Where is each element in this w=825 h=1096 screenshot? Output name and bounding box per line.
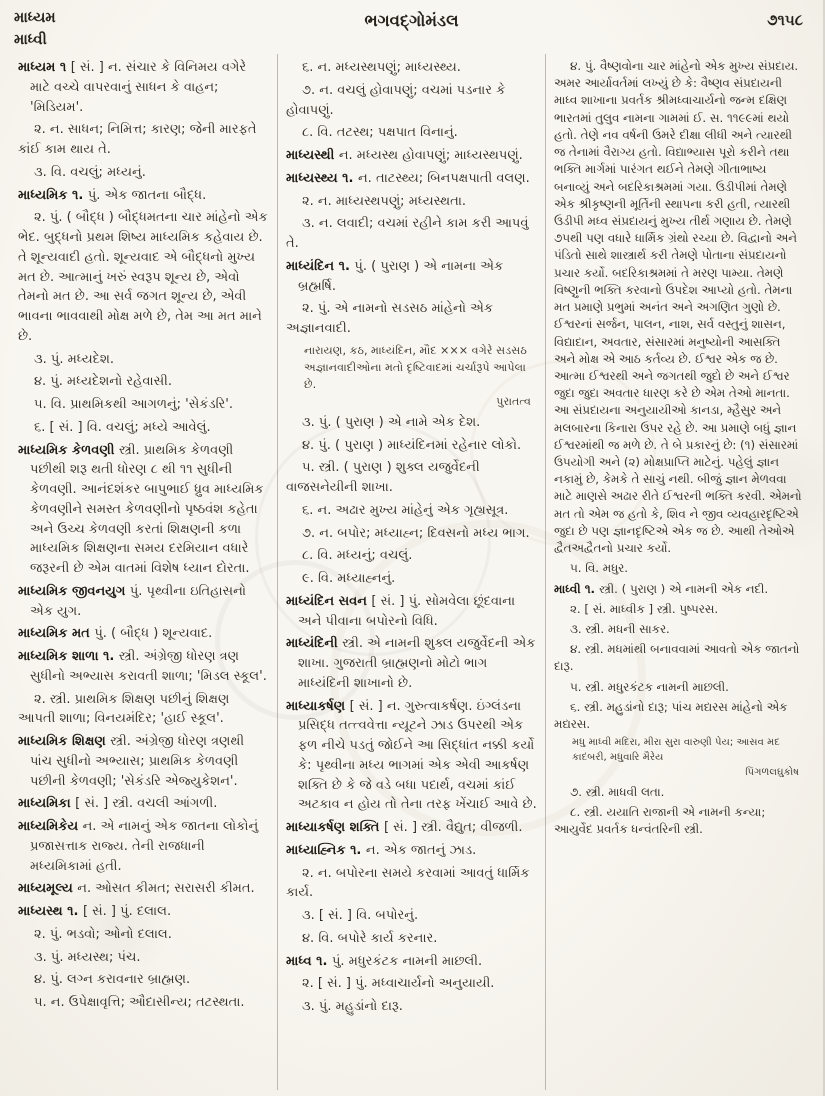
entry-text: સ્ત્રી. પ્રાથમિક કેળવણી પછીથી શરૂ થતી ધોરણ ૮ થી ૧૧ સુધીની કેળવણી. આનંદશંકર બાપુભાઈ ધ્રુવ માધ્યમિક કેળવણીને સમસ્ત કેળવણીનો પૃષ્ઠવંશ કહેતા અને ઉચ્ચ કેળવણી કરતાં શિક્ષણની કળા માધ્યમિક શિક્ષણના સમય દરમિયાન વધારે જરૂરની છે એમ વાતમાં વિશેષ ધ્યાન દોરતા. (30, 442, 264, 576)
dictionary-entry (286, 952, 537, 972)
entry-text: પું. એક જાતના બૌદ્ધ. (87, 187, 207, 203)
citation-source: પિંગળલઘુકોષ (745, 766, 799, 778)
headword: માધ્યમિક શાળા ૧. (18, 649, 119, 664)
entry-text: ૬. સ્ત્રી. મહુડાંનો દારૂ; પાંચ મદ્યરસ માંહેનો એક મદ્યરસ. (554, 699, 788, 732)
entry-text: ન. મધ્યસ્થ હોવાપણું; માધ્યસ્થપણું. (338, 148, 523, 163)
entry-text: ૪. પું. મધ્યદેશનો રહેવાસી. (34, 374, 172, 390)
citation-source: પુરાતત્વ (496, 394, 531, 408)
entry-text: સ્ત્રી. અંગ્રેજી ધોરણ ત્રણ સુધીનો અભ્યાસ કરાવતી શાળા; 'મિડલ સ્કૂલ'. (30, 649, 267, 684)
entry-text: પું. મધુરકંટક નામની માછલી. (331, 953, 483, 969)
entry-text: ૬. [ સં. ] વિ. વચલું; મધ્યે આવેલું. (34, 419, 211, 435)
dictionary-entry (18, 879, 269, 899)
entry-text: ન. ઓસત કીમત; સરાસરી કીમત. (77, 881, 255, 897)
dictionary-entry (286, 841, 537, 861)
entry-text: ૪. વિ. બપોરે કાર્ય કરનાર. (302, 930, 438, 946)
sense-item (286, 458, 537, 498)
dictionary-entry (18, 902, 269, 922)
dictionary-entry (18, 817, 269, 876)
entry-text: ૬. ન. મધ્યસ્થપણું; માધ્યસ્થ્ય. (302, 60, 461, 75)
entry-text: ૨. ન. સાધન; નિમિત્ત; કારણ; જેની મારફતે કાંઈ કામ થાય તે. (18, 122, 257, 157)
entry-text: ૫. ન. ઉપેક્ષાવૃત્તિ; ઔદાસીન્ય; તટસ્થતા. (34, 995, 245, 1010)
sense-item (286, 413, 537, 433)
entry-text: ૩. વિ. વચલું; મધ્યનું. (34, 164, 146, 180)
sense-item (554, 679, 805, 696)
sense-item (286, 123, 537, 143)
headword: માધ્યમૂલ્ય (18, 881, 78, 897)
entry-text: ૫. વિ. પ્રાથમિકથી આગળનું; 'સેકંડરિ'. (34, 397, 233, 412)
sense-item (18, 395, 269, 415)
entry-text: ન. એ નામનું એક જાતના લોકોનું પ્રજાસત્તાક રાજ્ય. તેની રાજધાની મધ્યમિકામાં હતી. (30, 819, 259, 874)
sense-item (554, 621, 805, 638)
page-header (10, 6, 813, 54)
sense-item (286, 501, 537, 521)
sense-item (18, 925, 269, 945)
column-2 (277, 54, 545, 1090)
dictionary-entry (286, 257, 537, 297)
headword: માધ્યંદિન સવન (286, 593, 372, 609)
entry-text: સ્ત્રી. ( પુરાણ ) એ નામની એક નદી. (599, 581, 769, 596)
entry-text: પું. ( પુરાણ ) એ નામના એક બ્રહ્મર્ષિ. (298, 258, 504, 294)
sense-item (286, 929, 537, 949)
dictionary-entry (18, 186, 269, 206)
dictionary-entry (18, 582, 269, 622)
entry-text: સ્ત્રી. એ નામની શુક્લ યજુર્વેદની એક શાખા. ગુજરાતી બ્રાહ્મણનો મોટો ભાગ માધ્યંદિની શાખાનો છે. (298, 636, 536, 691)
dictionary-entry (554, 581, 805, 598)
entry-text: ૭. ન. વચલું હોવાપણું; વચમાં પડનાર કે હોવાપણું. (286, 82, 506, 118)
sense-item (18, 993, 269, 1013)
sense-item (554, 641, 805, 675)
entry-text: [ સં. ] સ્ત્રી. વચલી આંગળી. (75, 796, 218, 812)
dictionary-entry (18, 624, 269, 644)
entry-text: ન. એક જાતનું ઝાડ. (365, 842, 477, 858)
entry-text: પું. પૃથ્વીના ઇતિહાસનો એક યુગ. (30, 583, 247, 619)
headword: માધ્યાહ્નિક ૧. (286, 842, 366, 858)
headword: માધ્વી ૧. (554, 581, 600, 596)
entry-text: ૩. ન. લવાદી; વચમાં રહીને કામ કરી આપવું તે. (286, 216, 529, 251)
book-title: ભગવદ્ગોમંડલ (364, 11, 459, 30)
sense-item (286, 524, 537, 544)
entry-text: ૩. સ્ત્રી. મધની સાકર. (570, 622, 670, 636)
entry-text: સ્ત્રી. અંગ્રેજી ધોરણ ત્રણથી પાંચ સુધીનો અભ્યાસ; પ્રાથમિક કેળવણી પછીની કેળવણી; 'સેકંડરિ એજ્યુકેશન'. (30, 734, 245, 789)
entry-text: ૪. પું. વૈષ્ણવોના ચાર માંહેનો એક મુખ્ય સંપ્રદાય. અમર આર્યાવર્તમાં લખ્યું છે કે: વૈષ્ણવ સંપ્રદાયની માધ્વ શાખાના પ્રવર્તક શ્રીમધ્વાચાર્યનો જન્મ દક્ષિણ ભારતમાં તુલુવ નામના ગામમાં ઈ. સ. ૧૧૯૯માં થયો હતો. તેણે નવ વર્ષની ઉમરે દીક્ષા લીધી અને ત્યારથી જ તેનામાં વૈરાગ્ય હતો. વિદ્યાભ્યાસ પૂરો કરીને તથા ભક્તિ માર્ગમાં પારંગત થઈને તેમણે ગીતાભાષ્ય બનાવ્યું અને બદરિકાશ્રમમાં ગયા. ઉડીપીમાં તેમણે એક શ્રીકૃષ્ણની મૂર્તિની સ્થાપના કરી હતી, ત્યારથી ઉડીપી મધ્વ સંપ્રદાયનું મુખ્ય તીર્થ ગણાય છે. તેમણે ૭૫થી પણ વધારે ધાર્મિક ગ્રંથો રચ્યા છે. વિદ્વાનો અને પંડિતો સાથે શાસ્ત્રાર્થ કરી તેમણે પોતાના સંપ્રદાયનો પ્રચાર કર્યો. બદરિકાશ્રમમાં તે મરણ પામ્યા. તેમણે વિષ્ણુની ભક્તિ કરવાનો ઉપદેશ આપ્યો હતો. તેમના મત પ્રમાણે પ્રભુમાં અનંત અને અગણિત ગુણો છે. ઈશ્વરનાં સર્જન, પાલન, નાશ, સર્વ વસ્તુનું શાસન, વિદ્યાદાન, અવતાર, સંસારમાં મનુષ્યોની આસક્તિ અને મોક્ષ એ આઠ કર્તવ્ય છે. ઈશ્વર એક જ છે. આત્મા ઈશ્વરથી અને જગતથી જુદો છે અને ઈશ્વર જુદા જુદા અવતાર ધારણ કરે છે એમ તેઓ માનતા. આ સંપ્રદાયના અનુયાયીઓ કાનડા, મ્હૈસુર અને મલબારના કિનારા ઉપર રહે છે. આ પ્રમાણે બધું જ્ઞાન ઈશ્વરમાંથી જ મળે છે. તે બે પ્રકારનું છે: (૧) સંસારમાં ઉપયોગી અને (૨) મોક્ષપ્રાપ્તિ માટેનું. પહેલું જ્ઞાન નકામું છે, કેમકે તે સાચું નથી. બીજું જ્ઞાન મેળવવા માટે માણસે અઢાર રીતે ઈશ્વરની ભક્તિ કરવી. એમનો મત તો એમ જ હતો કે, શિવ ને જીવ વ્યવહારદૃષ્ટિએ જુદા છે પણ જ્ઞાનદૃષ્ટિએ એક જ છે. આથી તેઓએ દ્વૈતઅદ્વૈતનો પ્રચાર કર્યો. (554, 59, 802, 556)
headword: માધ્યમિક કેળવણી (18, 442, 119, 458)
entry-text: પું. ( બૌદ્ધ ) શૂન્યવાદ. (94, 626, 213, 642)
sense-item (286, 299, 537, 339)
entry-text: ૨. સ્ત્રી. પ્રાથમિક શિક્ષણ પછીનું શિક્ષણ આપતી શાળા; વિનયમંદિર; 'હાઈ સ્કૂલ'. (18, 691, 230, 727)
entry-text: [ સં. ] ન. સંચાર કે વિનિમય વગેરે માટે વચ્ચે વાપરવાનું સાધન કે વાહન; 'મિડિયમ'. (30, 60, 247, 115)
entry-text: ૮. વિ. મધ્યનું; વચલું. (302, 548, 413, 564)
dictionary-entry (18, 647, 269, 687)
entry-text: ૯. વિ. મધ્યાહ્નનું. (302, 571, 396, 586)
entry-text: [ સં. ] ન. ગુરુત્વાકર્ષણ. ઇંગ્લંડના પ્રસિદ્ધ તત્ત્વવેત્તા ન્યૂટને ઝાડ ઉપરથી એક ફળ નીચે પડતું જોઈને આ સિદ્ધાંત નક્કી કર્યો કે: પૃથ્વીના મધ્ય ભાગમાં એક એવી આકર્ષણ શક્તિ છે કે જે વડે બધા પદાર્થ, વચમાં કાંઈ અટકાવ ન હોય તો તેના તરફ ખેંચાઈ આવે છે. (298, 698, 537, 813)
entry-text: ૭. સ્ત્રી. માધવી લતા. (570, 784, 665, 799)
entry-text: ૨. ન. માધ્યસ્થપણું; મધ્યસ્થતા. (302, 193, 467, 209)
guide-word-top: માધ્યમ (14, 10, 56, 26)
sense-item (286, 58, 537, 78)
headword: માધ્યાકર્ષણ શક્તિ (286, 820, 384, 835)
dictionary-entry (286, 697, 537, 816)
sense-item (554, 784, 805, 801)
entry-text: ૫. સ્ત્રી. મધુરકંટક નામની માછલી. (570, 679, 729, 694)
dictionary-entry (18, 732, 269, 791)
headword: માધ્યમિકેય (18, 819, 83, 834)
entry-text: ૩. [ સં. ] વિ. બપોરનું. (302, 908, 419, 923)
headword: માધ્યમ ૧ (18, 60, 71, 75)
sense-item (18, 120, 269, 160)
sense-item (286, 864, 537, 904)
dictionary-entry (286, 818, 537, 838)
entry-text: ન. તાટસ્થ્ય; બિનપક્ષપાતી વલણ. (358, 170, 530, 186)
sense-item (554, 58, 805, 557)
headword: માધ્યંદિની (286, 636, 343, 652)
sense-item (286, 546, 537, 566)
entry-text: ૫. સ્ત્રી. ( પુરાણ ) શુક્લ યજુર્વેદની વાજસનેયીની શાખા. (286, 460, 480, 495)
entry-text: ૩. પું. ( પુરાણ ) એ નામે એક દેશ. (302, 414, 481, 430)
entry-text: ૩. પું. મધ્યદેશ. (34, 351, 115, 367)
headword: માધ્યસ્થી (286, 148, 339, 163)
sense-item (554, 601, 805, 618)
entry-text: ૬. ન. અઢાર મુખ્ય માંહેનું એક ગૃહ્યસૂત્ર. (302, 502, 509, 518)
sense-item (18, 372, 269, 392)
entry-text: [ સં. ] પું. દલાલ. (82, 904, 172, 919)
dictionary-entry (286, 592, 537, 632)
headword: માધ્યસ્થ્ય ૧. (286, 170, 358, 186)
sense-item (286, 192, 537, 212)
entry-text: [ સં. ] પું. સોમવેલા છૂંદવાના અને પીવાના બપોરનો વિધિ. (298, 593, 515, 629)
dictionary-entry (18, 794, 269, 814)
entry-text: ૪. પું. લગ્ન કરાવનાર બ્રાહ્મણ. (34, 972, 191, 988)
citation (286, 342, 537, 410)
sense-item (286, 569, 537, 589)
entry-text: ૩. પું. મહુડાંનો દારૂ. (302, 999, 403, 1014)
sense-item (554, 560, 805, 577)
sense-item (18, 418, 269, 438)
sense-item (554, 804, 805, 838)
entry-text: ૨. પું. ભડવો; ઓનો દલાલ. (34, 926, 172, 942)
sense-item (286, 81, 537, 121)
page-number: ૭૧૫૮ (767, 11, 803, 29)
sense-item (18, 970, 269, 990)
entry-text: ૩. પું. મધ્યસ્થ; પંચ. (34, 949, 141, 965)
headword: માધ્વ ૧. (286, 953, 332, 969)
guide-words (14, 8, 56, 52)
entry-text: નારાયણ, કઠ, માધ્યંદિન, મૌદ ××× વગેરે સડસઠ અજ્ઞાનવાદીઓના મતો દૃષ્ટિવાદમાં ચર્ચારૂપે આપેલા છે. (304, 343, 527, 391)
entry-text: ૮. વિ. તટસ્થ; પક્ષપાત વિનાનું. (302, 125, 458, 141)
entry-text: ૪. સ્ત્રી. મધમાંથી બનાવવામાં આવતો એક જાતનો દારૂ. (554, 642, 800, 674)
sense-item (18, 948, 269, 968)
entry-text: મધુ માધ્વી મદિરા, મીરા સુરા વારુણી પેય; આસવ મદ કાદંબરી, મધુવારિ મૈરેય (572, 737, 780, 764)
headword: માધ્યમિકા (18, 796, 76, 812)
entry-text: ૫. વિ. મધુર. (570, 561, 629, 576)
column-1 (10, 54, 277, 1090)
entry-text: ૪. પું. ( પુરાણ ) માધ્યંદિનમાં રહેનાર લોકો. (302, 437, 522, 453)
headword: માધ્યમિક ૧. (18, 187, 88, 203)
sense-item (554, 699, 805, 733)
column-3 (545, 54, 813, 1090)
citation (554, 736, 805, 780)
headword: માધ્યમિક મત (18, 626, 95, 642)
headword: માધ્યમિક શિક્ષણ (18, 734, 111, 749)
sense-item (286, 214, 537, 254)
entry-text: ૮. સ્ત્રી. યયાતિ રાજાની એ નામની કન્યા; આયુર્વેદ પ્રવર્તક ધન્વંતરિની સ્ત્રી. (554, 804, 766, 837)
entry-text: ૨. [ સં. માધ્વીક ] સ્ત્રી. પુષ્પરસ. (570, 601, 719, 616)
headword: માધ્યંદિન ૧. (286, 258, 355, 274)
entry-text: ૭. ન. બપોર; મધ્યાહ્ન; દિવસનો મધ્ય ભાગ. (302, 525, 530, 541)
sense-item (286, 906, 537, 926)
guide-word-bottom: માધ્વી (14, 31, 47, 48)
headword: માધ્યસ્થ ૧. (18, 904, 83, 919)
sense-item (18, 350, 269, 370)
entry-text: ૨. ન. બપોરના સમયે કરવામાં આવતું ધાર્મિક કાર્ય. (286, 865, 530, 901)
headword: માધ્યાકર્ષણ (286, 698, 350, 714)
entry-text: ૨. પું. ( બૌદ્ધ ) બૌદ્ધમતના ચાર માંહેનો એક ભેદ. બુદ્ધનો પ્રથમ શિષ્ય માધ્યમિક કહેવાય છે. તે શૂન્યવાદી હતો. શૂન્યવાદ એ બૌદ્ધનો મુખ્ય મત છે. આત્માનું ખરું સ્વરૂપ શૂન્ય છે, એવો તેમનો મત છે. આ સર્વ જગત શૂન્ય છે, એવી ભાવના ભાવવાથી મોક્ષ મળે છે, તેમ આ મત માને છે. (18, 210, 268, 344)
dictionary-entry (18, 441, 269, 579)
entry-text: ૨. [ સં. ] પું. મધ્વાચાર્યનો અનુયાયી. (302, 976, 495, 992)
headword: માધ્યમિક જીવનયુગ (18, 583, 130, 599)
sense-item (18, 163, 269, 183)
dictionary-entry (286, 634, 537, 693)
dictionary-entry (18, 58, 269, 117)
entry-text: ૨. પું. એ નામનો સડસઠ માંહેનો એક અજ્ઞાનવાદી. (286, 301, 494, 336)
sense-item (18, 208, 269, 346)
sense-item (18, 690, 269, 730)
entry-text: [ સં. ] સ્ત્રી. વૈદ્યુત; વીજળી. (383, 820, 523, 835)
sense-item (286, 997, 537, 1017)
dictionary-entry (286, 169, 537, 189)
sense-item (286, 974, 537, 994)
sense-item (286, 436, 537, 456)
dictionary-entry (286, 146, 537, 166)
text-columns (10, 54, 813, 1090)
